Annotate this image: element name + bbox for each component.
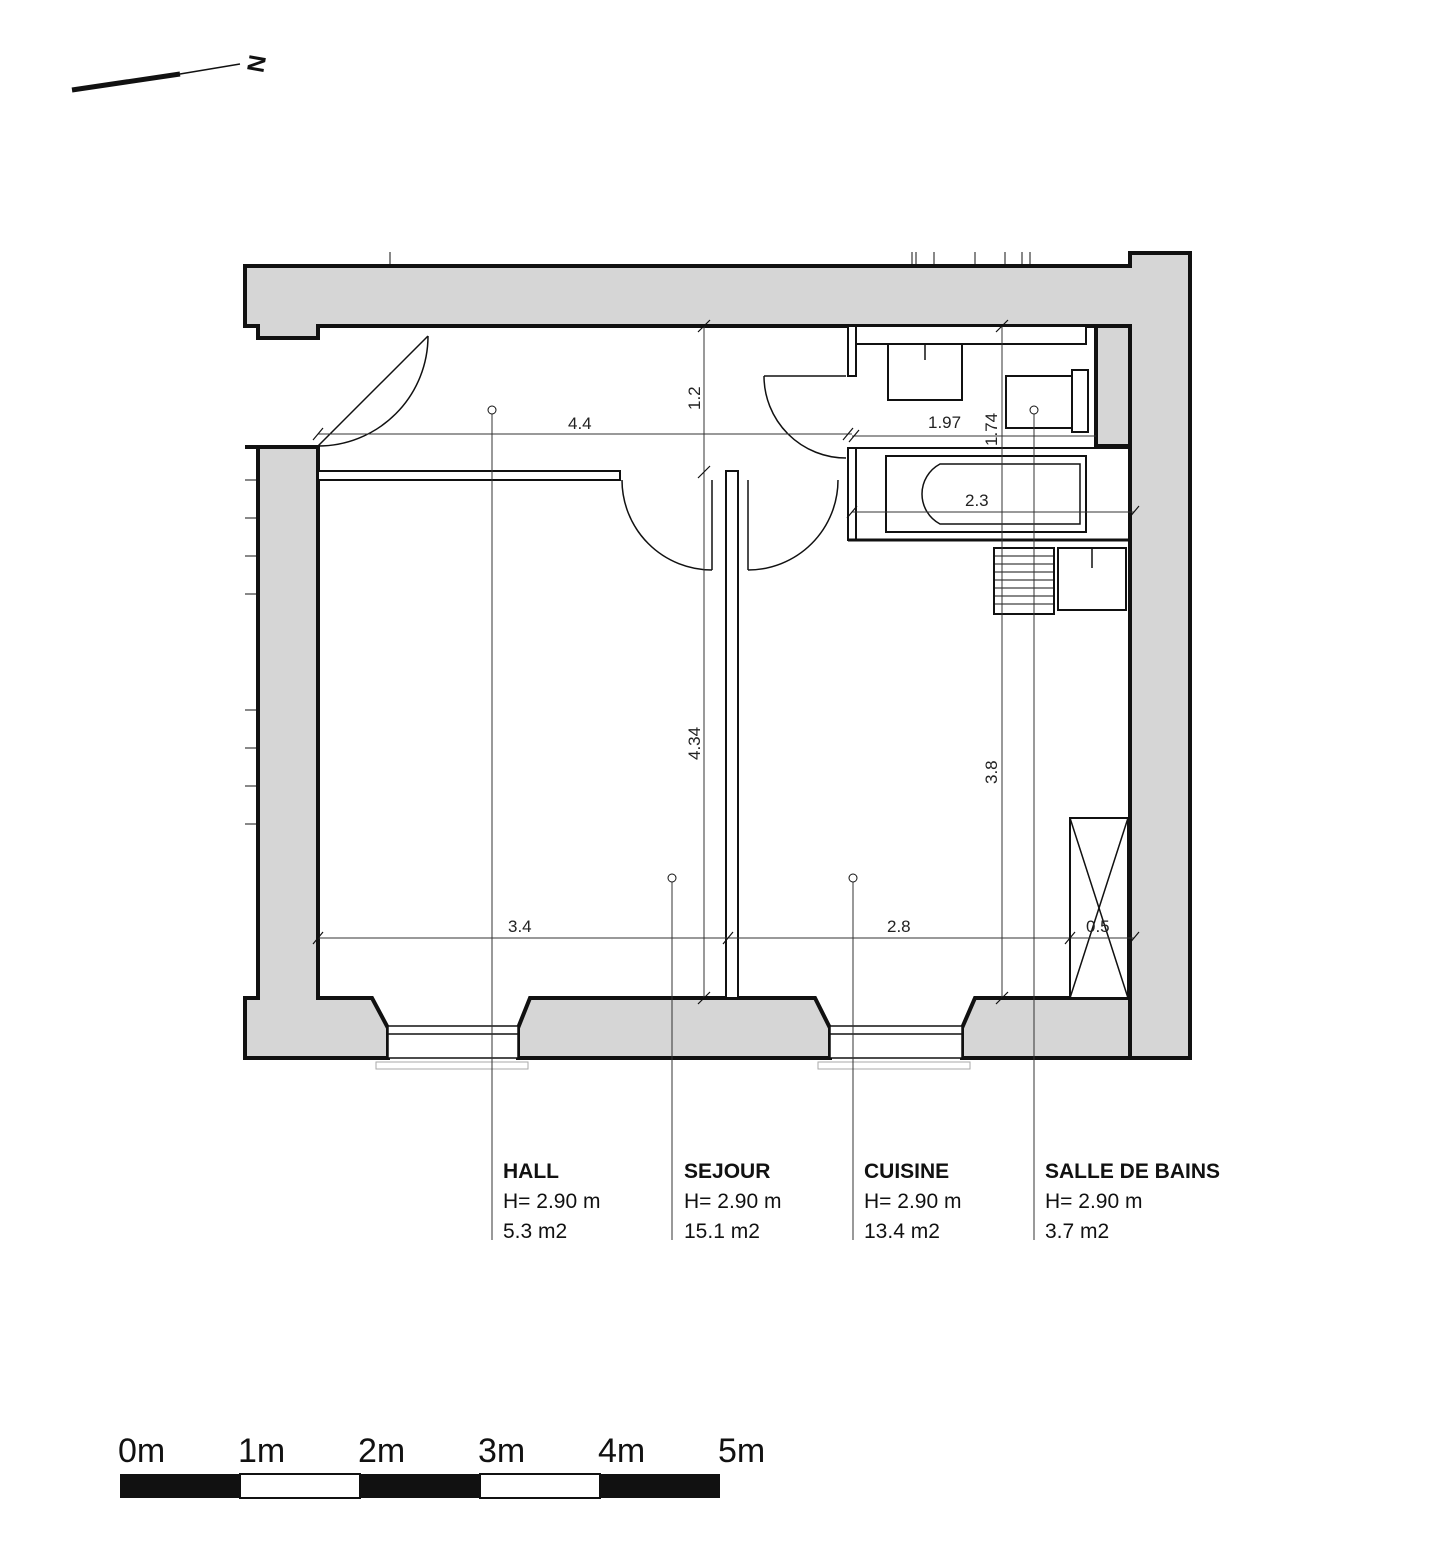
walls — [245, 253, 1190, 1058]
dim-cuisine-depth: 3.8 — [982, 760, 1001, 784]
top-wall — [245, 253, 1190, 1058]
scale-label-2: 2m — [358, 1432, 406, 1470]
room-height-salle-de-bains: H= 2.90 m — [1045, 1190, 1143, 1213]
scale-label-3: 3m — [478, 1432, 526, 1470]
dim-cuisine-width: 2.8 — [887, 917, 911, 936]
scale-segment-3 — [480, 1474, 600, 1498]
bottom-wall-middle — [518, 998, 830, 1058]
room-area-hall: 5.3 m2 — [503, 1220, 568, 1243]
left-wall — [245, 447, 388, 1058]
dim-niche-width: 0.5 — [1086, 917, 1110, 936]
room-area-sejour: 15.1 m2 — [684, 1220, 760, 1243]
room-height-sejour: H= 2.90 m — [684, 1190, 782, 1213]
room-name-sejour: SEJOUR — [684, 1160, 771, 1183]
scale-label-5: 5m — [718, 1432, 766, 1470]
room-height-cuisine: H= 2.90 m — [864, 1190, 962, 1213]
scale-label-1: 1m — [238, 1432, 286, 1470]
bath-cabinet — [856, 326, 1086, 344]
scale-bar — [118, 1432, 765, 1498]
door-swings — [318, 336, 846, 570]
north-arrow — [72, 53, 272, 90]
bath-side-wall — [1096, 326, 1130, 446]
room-name-salle-de-bains: SALLE DE BAINS — [1045, 1160, 1221, 1183]
scale-segment-2 — [360, 1474, 480, 1498]
room-name-hall: HALL — [503, 1160, 559, 1183]
room-height-hall: H= 2.90 m — [503, 1190, 601, 1213]
dim-sejour-width: 3.4 — [508, 917, 532, 936]
scale-label-0: 0m — [118, 1432, 166, 1470]
dim-hall-width: 4.4 — [568, 414, 592, 433]
room-labels — [503, 1160, 1220, 1243]
scale-segment-1 — [240, 1474, 360, 1498]
dim-bathtub: 2.3 — [965, 491, 989, 510]
dim-bath-width: 1.97 — [928, 413, 962, 432]
room-area-salle-de-bains: 3.7 m2 — [1045, 1220, 1110, 1243]
dim-hall-depth: 1.2 — [685, 386, 704, 410]
scale-segment-0 — [120, 1474, 240, 1498]
scale-segment-4 — [600, 1474, 720, 1498]
north-label: N — [242, 52, 273, 75]
bottom-wall-right — [962, 998, 1130, 1058]
scale-label-4: 4m — [598, 1432, 646, 1470]
room-name-cuisine: CUISINE — [864, 1160, 950, 1183]
dim-sejour-depth: 4.34 — [685, 726, 704, 760]
room-area-cuisine: 13.4 m2 — [864, 1220, 940, 1243]
dim-bath-depth: 1.74 — [982, 412, 1001, 446]
